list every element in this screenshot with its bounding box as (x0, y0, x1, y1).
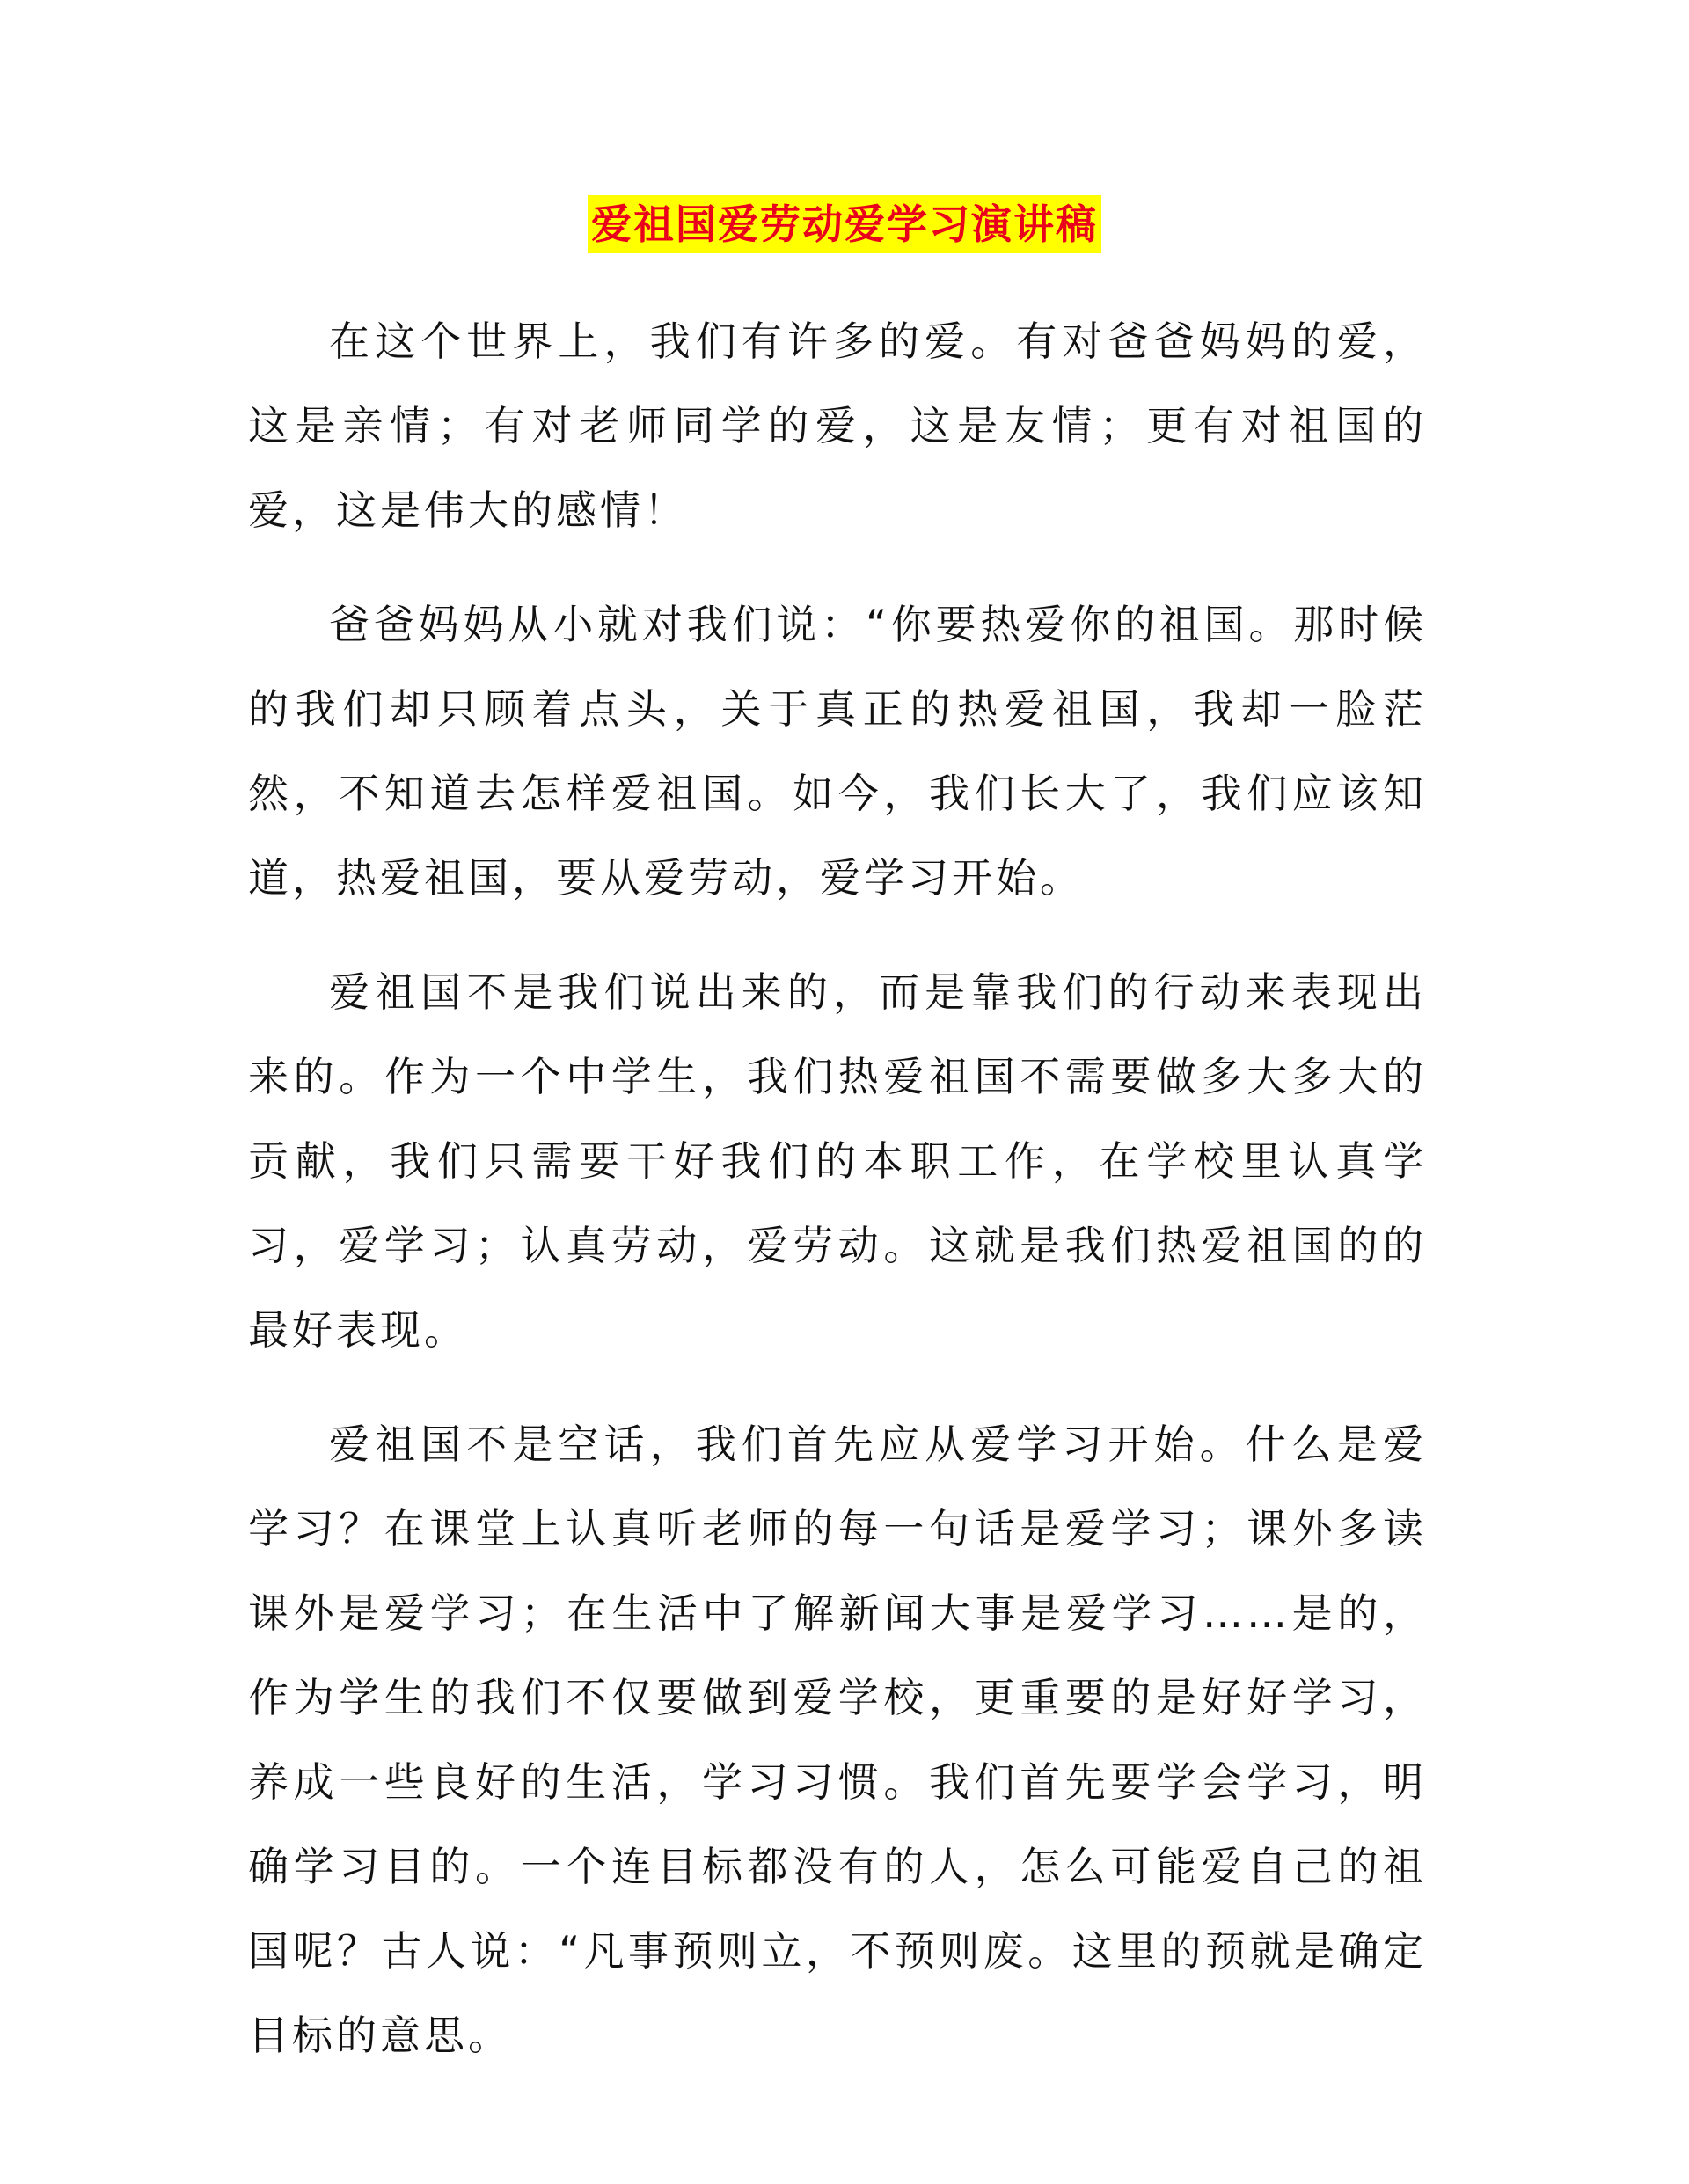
paragraph-4: 爱祖国不是空话，我们首先应从爱学习开始。什么是爱学习？在课堂上认真听老师的每一句话是爱学习；课外多读课外是爱学习；在生活中了解新闻大事是爱学习……是的，作为学生的我们不仅要做到爱学校，更重要的是好好学习，养成一些良好的生活，学习习惯。我们首先要学会学习，明确学习目的。一个连目标都没有的人，怎么可能爱自己的祖国呢？古人说：“凡事预则立，不预则废。这里的预就是确定目标的意思。 (248, 1421, 1427, 2059)
title-container (0, 195, 1689, 253)
document-title: 爱祖国爱劳动爱学习演讲稿 (588, 195, 1101, 253)
document-body (248, 299, 1427, 2107)
paragraph-1: 在这个世界上，我们有许多的爱。有对爸爸妈妈的爱，这是亲情；有对老师同学的爱，这是友情；更有对祖国的爱，这是伟大的感情！ (248, 318, 1427, 534)
paragraph-3: 爱祖国不是我们说出来的，而是靠我们的行动来表现出来的。作为一个中学生，我们热爱祖国不需要做多大多大的贡献，我们只需要干好我们的本职工作，在学校里认真学习，爱学习；认真劳动，爱劳动。这就是我们热爱祖国的的最好表现。 (248, 968, 1427, 1354)
paragraph-2: 爸爸妈妈从小就对我们说：“你要热爱你的祖国。那时候的我们却只顾着点头，关于真正的热爱祖国，我却一脸茫然，不知道去怎样爱祖国。如今，我们长大了，我们应该知道，热爱祖国，要从爱劳动，爱学习开始。 (248, 601, 1427, 902)
